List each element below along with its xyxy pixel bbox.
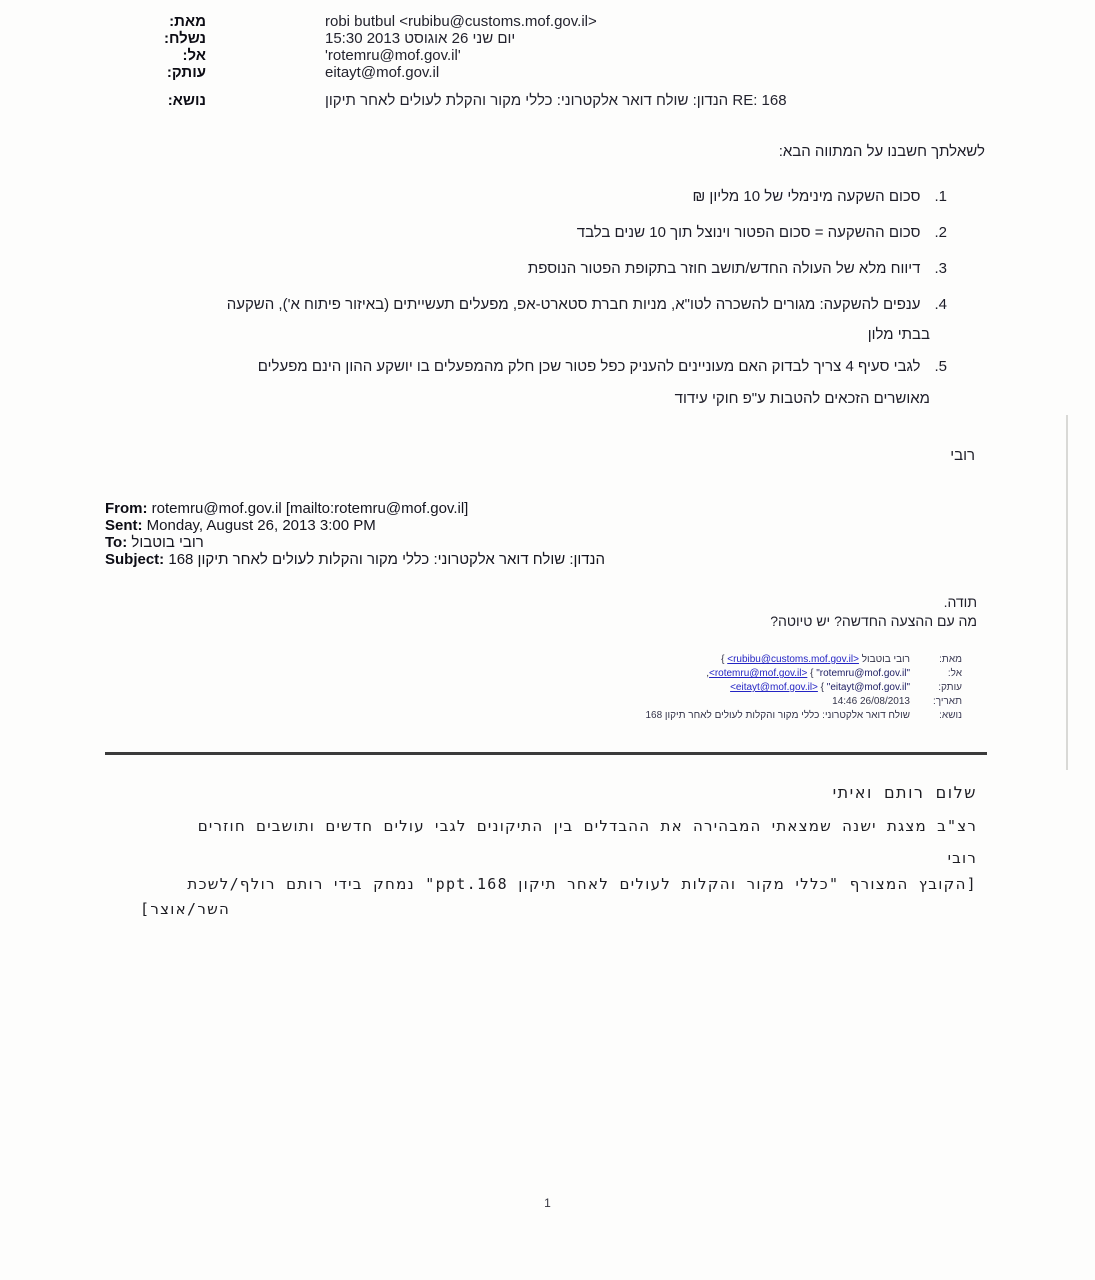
list-item-3 xyxy=(528,260,947,277)
quoted-from-label: From: xyxy=(105,500,148,517)
quoted-to-row xyxy=(105,534,204,551)
list-item-1 xyxy=(693,188,947,205)
to-value: 'rotemru@mof.gov.il' xyxy=(325,47,461,64)
list-number: 4. xyxy=(934,296,947,313)
header-text-part: "eitayt@mof.gov.il" xyxy=(826,682,910,693)
quoted-from-value: rotemru@mof.gov.il [mailto:rotemru@mof.gov.il] xyxy=(151,500,469,517)
list-number: 1. xyxy=(934,188,947,205)
small-to-label: אל: xyxy=(947,668,962,679)
small-subject-label: נושא: xyxy=(939,710,962,721)
sent-value: יום שני 26 אוגוסט 2013‏ 15:30 xyxy=(325,30,516,47)
email-link[interactable]: <eitayt@mof.gov.il> xyxy=(730,682,818,693)
page-number: 1 xyxy=(544,1196,551,1210)
small-header-from-row xyxy=(721,654,962,665)
header-text-part: { xyxy=(807,668,817,679)
quoted-to-label: To: xyxy=(105,534,128,551)
list-text: סכום השקעה מינימלי של 10 מליון ₪ xyxy=(692,188,921,205)
small-date-label: תאריך: xyxy=(932,696,962,707)
signature-robi: רובי xyxy=(950,447,975,464)
small-to-value xyxy=(706,668,910,679)
list-number: 3. xyxy=(934,260,947,277)
small-cc-value xyxy=(730,682,910,693)
small-subject-value xyxy=(645,710,910,721)
subject-label: נושא: xyxy=(167,92,206,109)
bottom-greeting: שלום רותם ואיתי xyxy=(832,783,977,802)
small-date-value xyxy=(832,696,910,707)
quoted-subject-value: הנדון: שולח דואר אלקטרוני: כללי מקור והקלות לעולים לאחר תיקון 168 xyxy=(168,551,605,568)
scan-artifact-line xyxy=(1066,415,1068,770)
list-text: סכום ההשקעה = סכום הפטור וינוצל תוך 10 שנים בלבד xyxy=(576,224,921,241)
list-number: 2. xyxy=(934,224,947,241)
from-label: מאת: xyxy=(169,13,206,30)
header-text-part: שולח דואר אלקטרוני: כללי מקור והקלות לעולים לאחר תיקון 168 xyxy=(645,710,910,721)
email-link[interactable]: <rotemru@mof.gov.il> xyxy=(708,668,808,679)
small-header-subject-row xyxy=(645,710,962,721)
quoted-to-value: רובי בוטבול xyxy=(131,534,204,551)
list-text: בבתי מלון xyxy=(867,326,930,343)
list-item-4-wrap xyxy=(868,326,930,343)
list-item-2 xyxy=(577,224,947,241)
list-text: לגבי סעיף 4 צריך לבדוק האם מעוניינים להעניק כפל פטור שכן חלק מהמפעלים בו יושקע ההון הינם מפעלים xyxy=(257,358,921,375)
list-text: מאושרים הזכאים להטבות ע"פ חוקי עידוד xyxy=(674,390,930,407)
quoted-from-row xyxy=(105,500,468,517)
reply-question-line: מה עם ההצעה החדשה? יש טיוטה? xyxy=(770,613,977,629)
small-cc-label: עותק: xyxy=(938,682,962,693)
subject-value: הנדון: שולח דואר אלקטרוני: כללי מקור והקלת לעולים לאחר תיקון RE: 168 xyxy=(325,92,787,109)
header-text-part: { xyxy=(721,654,728,665)
sent-label: נשלח: xyxy=(163,30,206,47)
small-from-label: מאת: xyxy=(939,654,962,665)
quoted-subject-label: Subject: xyxy=(105,551,165,568)
cc-value: eitayt@mof.gov.il xyxy=(325,64,440,81)
header-text-part: "rotemru@mof.gov.il" xyxy=(816,668,910,679)
list-item-4 xyxy=(227,296,947,313)
list-text: דיווח מלא של העולה החדש/תושב חוזר בתקופת הפטור הנוספת xyxy=(527,260,921,277)
header-text-part: רובי בוטבול xyxy=(858,654,910,665)
to-label: אל: xyxy=(182,47,206,64)
small-header-date-row xyxy=(832,696,962,707)
small-from-value xyxy=(721,654,910,665)
header-text-part: 14:46 26/08/2013 xyxy=(832,696,910,707)
list-number: 5. xyxy=(934,358,947,375)
from-value: robi butbul <rubibu@customs.mof.gov.il> xyxy=(325,13,597,30)
horizontal-divider xyxy=(105,752,987,755)
header-text-part: , xyxy=(706,668,709,679)
header-text-part: { xyxy=(817,682,827,693)
attachment-removed-line-1: [הקובץ המצורף "כללי מקור והקלות לעולים לאחר תיקון 168.ppt" נמחק בידי רותם רולף/לשכת xyxy=(187,875,977,893)
reply-thanks-line: תודה. xyxy=(943,594,977,610)
list-item-5-wrap xyxy=(675,390,930,407)
small-header-to-row xyxy=(706,668,962,679)
small-header-cc-row xyxy=(730,682,962,693)
quoted-subject-row xyxy=(105,551,605,568)
bottom-signature: רובי xyxy=(947,849,977,867)
cc-label: עותק: xyxy=(166,64,206,81)
list-item-5 xyxy=(258,358,947,375)
quoted-sent-label: Sent: xyxy=(105,517,143,534)
body-intro-line: לשאלתך חשבנו על המתווה הבא: xyxy=(778,143,985,160)
list-text: ענפים להשקעה: מגורים להשכרה לטו"א, מניות חברת סטארט-אפ, מפעלים תעשייתים (באיזור פיתוח א'), השקעה xyxy=(226,296,921,313)
attachment-removed-line-2: השר/אוצר] xyxy=(140,900,231,918)
quoted-sent-value: Monday, August 26, 2013 3:00 PM xyxy=(146,517,376,534)
quoted-sent-row xyxy=(105,517,376,534)
bottom-body-line: רצ"ב מצגת ישנה שמצאתי המבהירה את ההבדלים בין התיקונים לגבי עולים חדשים ותושבים חוזרים xyxy=(197,817,977,835)
email-link[interactable]: <rubibu@customs.mof.gov.il> xyxy=(727,654,859,665)
